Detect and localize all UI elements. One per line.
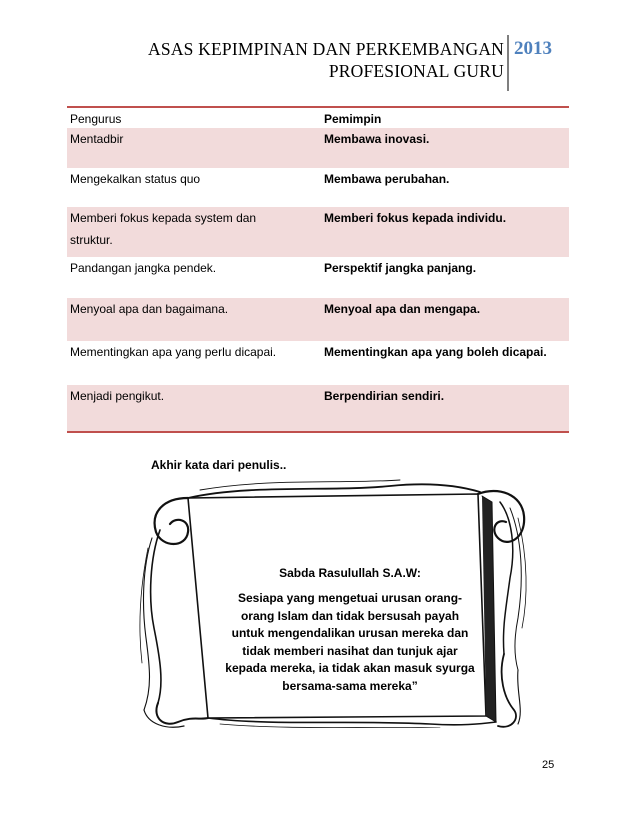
quote-line: Sesiapa yang mengetuai urusan orang- [237, 591, 463, 605]
table-cell-left: Menyoal apa dan bagaimana. [67, 298, 318, 341]
page-number: 25 [542, 759, 555, 771]
closing-heading: Akhir kata dari penulis.. [151, 458, 287, 472]
quote-line: orang Islam dan tidak bersusah payah [240, 608, 460, 623]
table-row [67, 257, 569, 298]
quote-body [210, 590, 490, 695]
table-row [67, 341, 569, 385]
quote-line: untuk mengendalikan urusan mereka dan [231, 626, 469, 640]
quote-title: Sabda Rasulullah S.A.W: [279, 566, 421, 580]
header-title-line1: ASAS KEPIMPINAN DAN PERKEMBANGAN [148, 39, 504, 59]
table-cell-left [67, 207, 318, 257]
table-header-row [67, 107, 569, 128]
table-row [67, 207, 569, 257]
header-title-line2: PROFESIONAL GURU [328, 61, 504, 81]
table-row [67, 298, 569, 341]
table-cell-right: Perspektif jangka panjang. [324, 261, 477, 275]
comparison-table [67, 106, 569, 433]
table-row [67, 128, 569, 168]
table-cell-left: Mementingkan apa yang perlu dicapai. [70, 345, 277, 359]
table-cell-left: Mentadbir [67, 128, 318, 168]
table-cell-right: Mementingkan apa yang boleh dicapai. [324, 345, 547, 359]
table-cell-left: Pandangan jangka pendek. [70, 261, 217, 275]
table-cell-left-line2: struktur. [70, 233, 113, 247]
document-header-title [118, 38, 504, 82]
table-cell-left: Menjadi pengikut. [67, 385, 318, 432]
table-cell-left-line1: Memberi fokus kepada system dan [70, 211, 257, 225]
table-cell-right: Membawa inovasi. [318, 128, 569, 168]
table-cell-right: Menyoal apa dan mengapa. [318, 298, 569, 341]
quote-line: kepada mereka, ia tidak akan masuk syurga [225, 661, 475, 675]
table-cell-right: Berpendirian sendiri. [318, 385, 569, 432]
table-cell-left: Mengekalkan status quo [70, 172, 201, 186]
table-cell-right: Memberi fokus kepada individu. [318, 207, 569, 257]
header-divider [507, 35, 509, 91]
header-year: 2013 [514, 38, 552, 59]
table-header-left: Pengurus [67, 107, 318, 128]
quote-line: bersama-sama mereka” [282, 678, 418, 693]
quote-line: tidak memberi nasihat dan tunjuk ajar [242, 643, 458, 658]
table-row [67, 385, 569, 432]
table-header-right: Pemimpin [318, 107, 569, 128]
table-cell-right: Membawa perubahan. [324, 172, 450, 186]
table-row [67, 168, 569, 207]
